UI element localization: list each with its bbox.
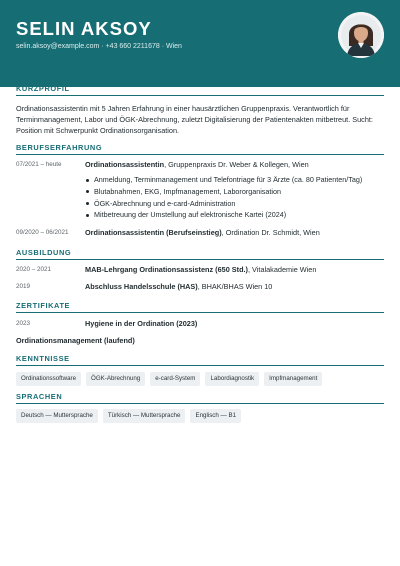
list-item: Blutabnahmen, EKG, Impfmanagement, Labororganisation (85, 186, 362, 198)
skills-list (16, 372, 322, 386)
section-divider (16, 154, 384, 155)
list-item: ÖGK-Abrechnung und e-card-Administration (85, 198, 362, 210)
profile-photo (338, 12, 384, 58)
job-employer: , Ordination Dr. Schmidt, Wien (221, 228, 320, 237)
candidate-name: SELIN AKSOY (16, 18, 152, 39)
skill-tag: Ordinationssoftware (16, 372, 81, 386)
section-divider (16, 259, 384, 260)
resume-header (0, 0, 400, 87)
education-title: Abschluss Handelsschule (HAS) (85, 282, 198, 291)
section-title-skills: KENNTNISSE (16, 354, 70, 363)
section-title-certificates: ZERTIFIKATE (16, 301, 71, 310)
job-title: Ordinationsassistentin (Berufseinstieg) (85, 228, 222, 237)
skill-tag: Labordiagnostik (205, 372, 259, 386)
job-employer: , Gruppenpraxis Dr. Weber & Kollegen, Wien (164, 160, 309, 169)
education-entry (85, 265, 316, 274)
section-divider (16, 403, 384, 404)
education-date: 2019 (16, 283, 31, 290)
education-date: 2020 – 2021 (16, 266, 52, 273)
section-divider (16, 312, 384, 313)
education-title: MAB-Lehrgang Ordinationsassistenz (650 Std.) (85, 265, 248, 274)
job-bullets (85, 174, 362, 221)
job-date: 09/2020 – 06/2021 (16, 229, 69, 236)
languages-list (16, 409, 241, 423)
job-title: Ordinationsassistentin (85, 160, 165, 169)
section-title-languages: SPRACHEN (16, 392, 63, 401)
skill-tag: e-card-System (150, 372, 200, 386)
list-item: Mitbetreuung der Umstellung auf elektronische Kartei (2024) (85, 209, 362, 221)
certificate-title: Hygiene in der Ordination (2023) (85, 319, 198, 328)
job-entry (85, 160, 309, 169)
skill-tag: Impfmanagement (264, 372, 322, 386)
profile-line: Position mit Schwerpunkt Ordinationsorganisation. (16, 126, 180, 136)
language-tag: Deutsch — Muttersprache (16, 409, 98, 423)
education-entry (85, 282, 272, 291)
certificate-date: 2023 (16, 320, 31, 327)
job-entry (85, 228, 320, 237)
section-title-experience: BERUFSERFAHRUNG (16, 143, 103, 152)
certificate-entry (85, 319, 197, 328)
profile-summary (16, 103, 386, 137)
section-divider (16, 365, 384, 366)
education-institution: , BHAK/BHAS Wien 10 (197, 282, 273, 291)
section-title-education: AUSBILDUNG (16, 248, 72, 257)
job-date: 07/2021 – heute (16, 161, 62, 168)
certificate-entry: Ordinationsmanagement (laufend) (16, 336, 135, 345)
contact-line: selin.aksoy@example.com · +43 660 2211678 · Wien (16, 43, 182, 50)
language-tag: Türkisch — Muttersprache (103, 409, 186, 423)
education-institution: , Vitalakademie Wien (248, 265, 317, 274)
section-title-profile: KURZPROFIL (16, 84, 70, 93)
language-tag: Englisch — B1 (190, 409, 241, 423)
list-item: Anmeldung, Terminmanagement und Telefontriage für 3 Ärzte (ca. 80 Patienten/Tag) (85, 174, 362, 186)
profile-line: Terminmanagement, Labor und ÖGK-Abrechnung, zuletzt Digitalisierung der Patientenakten mitbetreut. Sucht: (16, 115, 373, 125)
skill-tag: ÖGK-Abrechnung (86, 372, 145, 386)
section-divider (16, 95, 384, 96)
profile-line: Ordinationsassistentin mit 5 Jahren Erfahrung in einer hausärztlichen Gruppenpraxis. Verantwortlich für (16, 104, 350, 113)
